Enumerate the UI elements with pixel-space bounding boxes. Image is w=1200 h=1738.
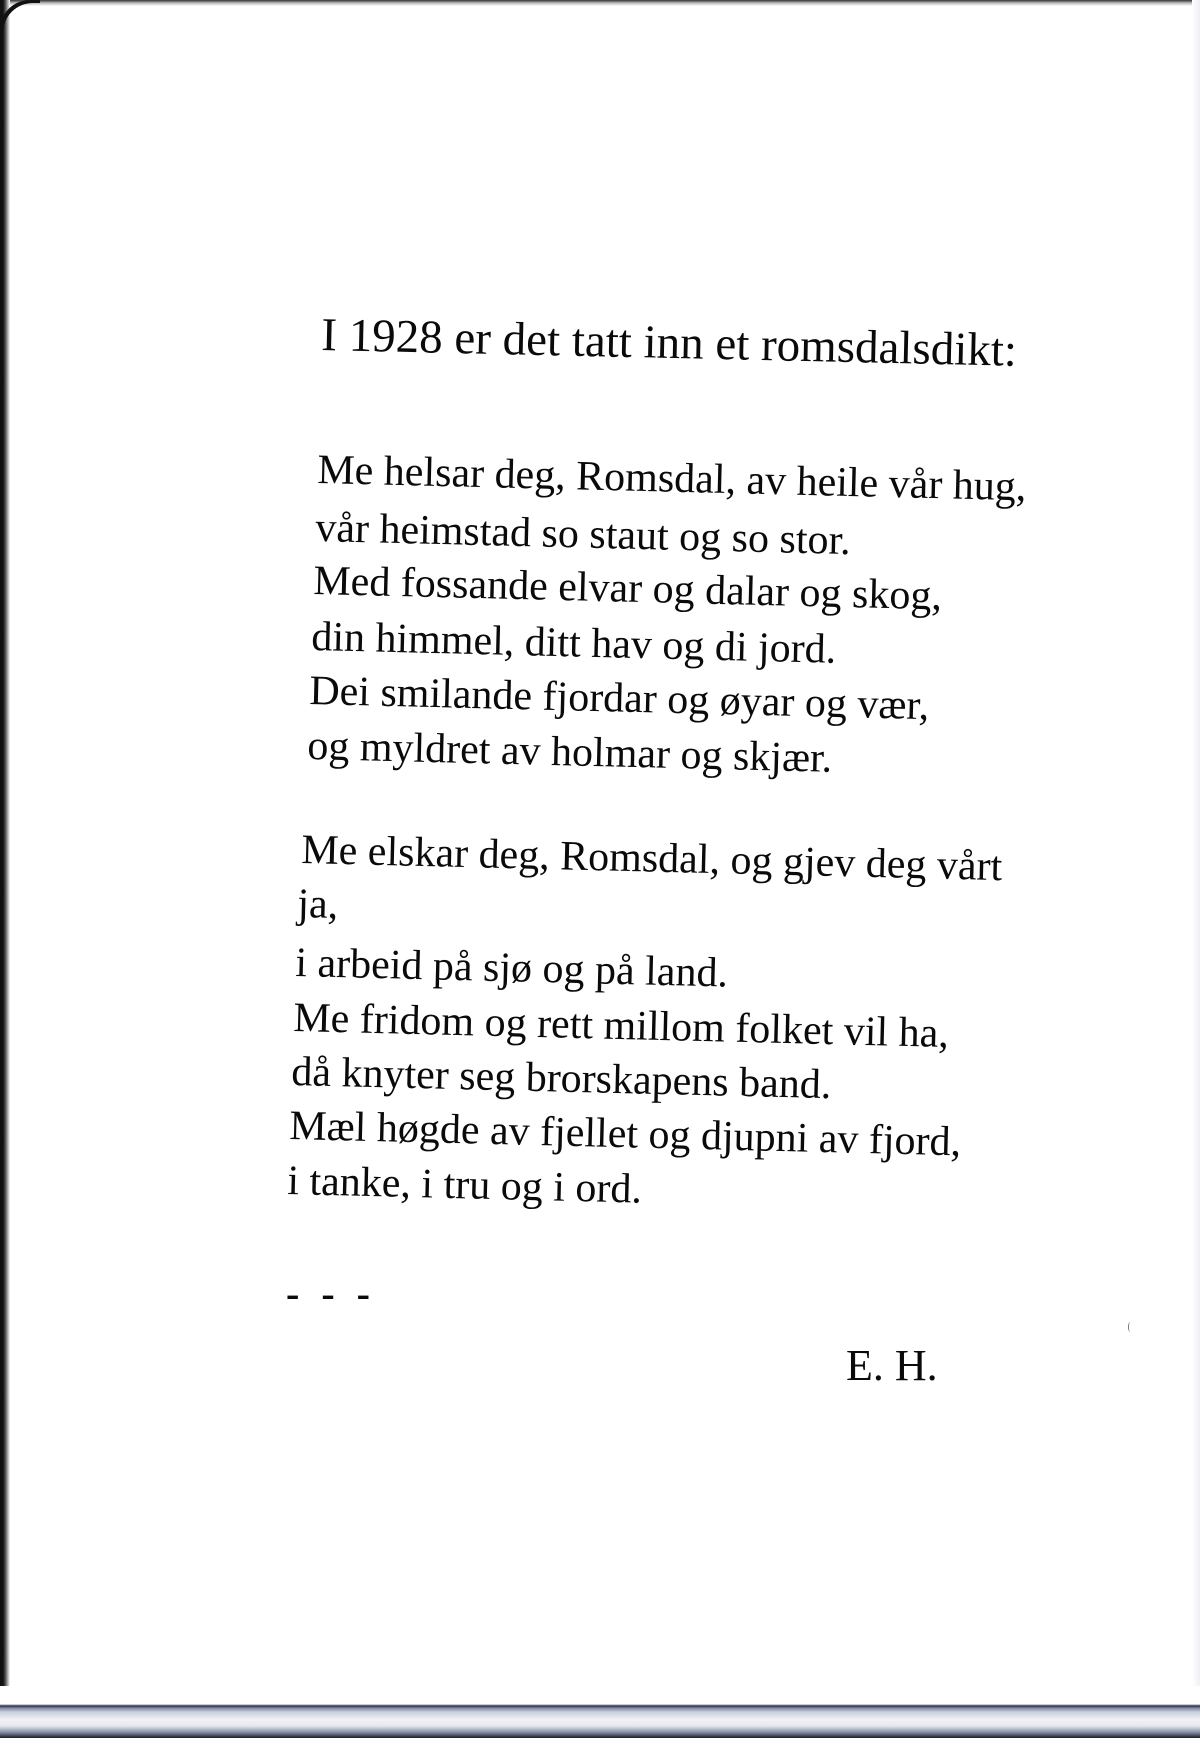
paper-bottom-edge bbox=[0, 1686, 1200, 1738]
scan-speck bbox=[1128, 1322, 1132, 1332]
paper-right-edge bbox=[1192, 0, 1200, 1738]
paper-left-edge bbox=[0, 0, 10, 1738]
author-signature: E. H. bbox=[846, 1341, 938, 1390]
poem-line: vår heimstad so staut og so stor. bbox=[314, 504, 852, 565]
poem-line: Me elskar deg, Romsdal, og gjev deg vårt bbox=[300, 826, 1003, 891]
poem-line: din himmel, ditt hav og di jord. bbox=[310, 613, 837, 673]
poem-line: i tanke, i tru og i ord. bbox=[286, 1157, 643, 1213]
poem-line: då knyter seg brorskapens band. bbox=[290, 1048, 832, 1109]
poem-line: Med fossande elvar og dalar og skog, bbox=[312, 557, 943, 620]
page-title: I 1928 er det tatt inn et romsdalsdikt: bbox=[320, 308, 1018, 377]
poem-line: ja, bbox=[296, 880, 339, 928]
poem-line: Mæl høgde av fjellet og djupni av fjord, bbox=[288, 1102, 962, 1166]
paper-top-edge bbox=[0, 0, 1200, 6]
poem-line: Me fridom og rett millom folket vil ha, bbox=[292, 994, 950, 1058]
poem-line: i arbeid på sjø og på land. bbox=[294, 939, 729, 997]
poem-line: Me helsar deg, Romsdal, av heile vår hug, bbox=[316, 446, 1027, 511]
poem-line: og myldret av holmar og skjær. bbox=[306, 722, 833, 782]
section-divider: - - - bbox=[286, 1271, 376, 1316]
poem-line: Dei smilande fjordar og øyar og vær, bbox=[308, 667, 930, 730]
